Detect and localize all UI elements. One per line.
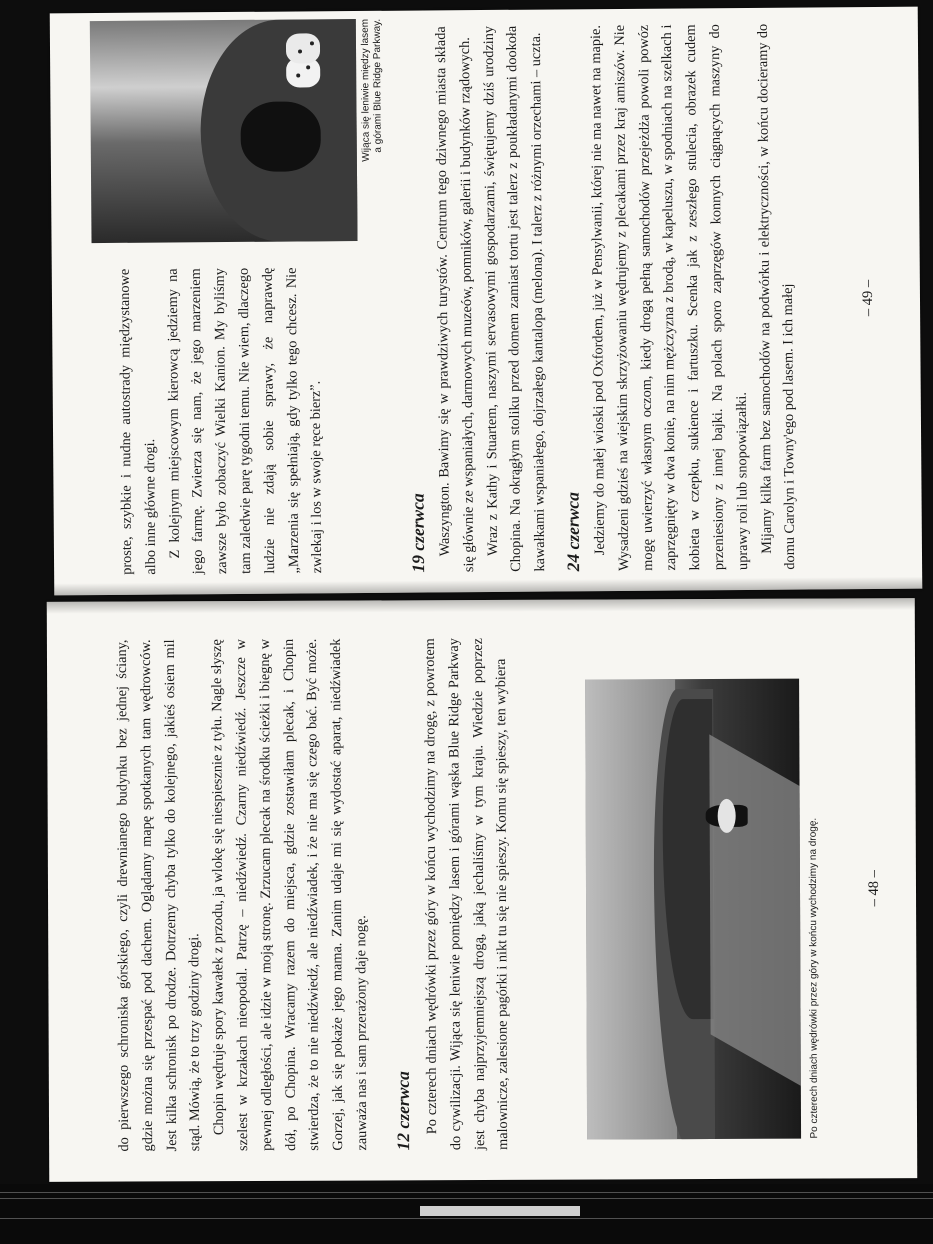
- book-page-49: [50, 7, 923, 596]
- paragraph: Z kolejnym miejscowym kierowcą jedziemy na jego farmę. Zwierza się nam, że jego marzeniem zawsze było zobaczyć Wielki Kanion. My byliśmy tam zaledwie parę tygodni temu. Nie wiem, dlaczego ludzie nie zdają sobie sprawy, że naprawdę „Marzenia się spełniają, gdy tylko tego chcesz. Nie zwlekaj i los w swoje ręce bierz”.: [164, 267, 326, 575]
- page-number: – 48 –: [865, 870, 883, 907]
- caption-line: a górami Blue Ridge Parkway.: [371, 18, 384, 153]
- photo-caption: [360, 19, 386, 241]
- paragraph: Mijamy kilka farm bez samochodów na podwórku i elektryczności, w końcu docieramy do domu Carolyn i Towny'ego pod lasem. I ich małej: [754, 23, 799, 570]
- paragraph: do pierwszego schroniska górskiego, czyli drewnianego budynku bez jednej ściany, gdzie można się przespać pod dachem. Oglądamy mapę spotkanych tam wędrowców. Jest kilka schronisk po drodze. Dotrzemy chyba tylko do kolejnego, jakieś osiem mil stąd. Mówią, że to trzy godziny drogi.: [113, 639, 204, 1152]
- section-heading: 19 czerwca: [407, 493, 429, 573]
- paragraph: proste, szybkie i nudne autostrady międzystanowe albo inne główne drogi.: [116, 268, 159, 575]
- right-page-text: [394, 24, 803, 573]
- chopin-photo: [90, 19, 358, 243]
- paragraph: Po czterech dniach wędrówki przez góry w końcu wychodzimy na drogę, z powrotem do cywilizacji. Wijąca się leniwie pomiędzy lasem i górami wąska Blue Ridge Parkway jest chyba najprzyjemniejszą drogą, jaką jechaliśmy w tym kraju. Wiedzie poprzez malownicze, zalesione pagórki i nikt tu się nie spieszy. Komu się spieszy, ten wybiera: [421, 637, 512, 1151]
- paragraph: Chopin wędruje spory kawałek z przodu, ja wlokę się niespiesznie z tyłu. Nagle słyszę szelest w krzakach nieopodal. Patrzę – niedźwiedź. Czarny niedźwiedź. Jeszcze w pewnej odległości, ale idzie w moją stronę. Zrzucam plecak na środku ścieżki i biegnę w dół, po Chopina. Wracamy razem do miejsca, gdzie zostawiłam plecak, i Chopin stwierdza, że to nie niedźwiedź, ale niedźwiadek, i że nie ma się czego bać. Być może. Gorzej, jak się pokaże jego mama. Zanim udaje mi się wydostać aparat, niedźwiadek zauważa nas i sam przerażony daje nogę.: [209, 638, 371, 1152]
- right-page-column-text: [114, 267, 331, 575]
- left-page-text-bottom: [419, 638, 516, 1150]
- mountain-road-photo: [585, 679, 801, 1140]
- section-heading: 12 czerwca: [392, 1071, 414, 1151]
- paragraph: Jedziemy do małej wioski pod Oxfordem, już w Pensylwanii, której nie ma nawet na mapie. Wysadzeni gdzieś na wiejskim skrzyżowaniu wędrujemy z plecakami przez kraj amiszów. Nie mogę uwierzyć własnym oczom, kiedy drogą pełną samochodów przejeżdża powoli powóz zaprzęgnięty w dwa konie, na nim mężczyzna z brodą, w kapeluszu, w spodniach na szelkach i kobieta w czepku, sukience i fartuszku. Scenka jak z zeszłego stulecia, obrazek cudem przeniesiony z innej bajki. Na polach sporo zaprzęgów konnych ciągnących maszyny do uprawy roli lub snopowiązałki.: [587, 24, 751, 571]
- paragraph: Waszyngton. Bawimy się w prawdziwych turystów. Centrum tego dziwnego miasta składa się głównie ze wspaniałych, darmowych muzeów, pomników, galerii i budynków rządowych.: [432, 26, 477, 573]
- photo-caption: Po czterech dniach wędrówki przez góry w końcu wychodzimy na drogę.: [807, 817, 821, 1139]
- caption-line: Wijąca się leniwie między lasem: [359, 18, 372, 162]
- paragraph: Wraz z Kathy i Stuartem, naszymi servasowymi gospodarzami, świętujemy dziś urodziny Chopina. Na okrągłym stoliku przed domem zamiast tortu jest talerz z poukładanymi dookoła kawałkami wspaniałego, dojrzałego kantalopa (melona). I talerz z różnymi orzechami – uczta.: [480, 25, 549, 572]
- scanner-edge: [0, 1184, 933, 1244]
- page-number: – 49 –: [859, 279, 877, 317]
- left-page-text-top: [111, 638, 375, 1151]
- book-page-48: [47, 598, 918, 1182]
- section-heading: 24 czerwca: [562, 492, 584, 572]
